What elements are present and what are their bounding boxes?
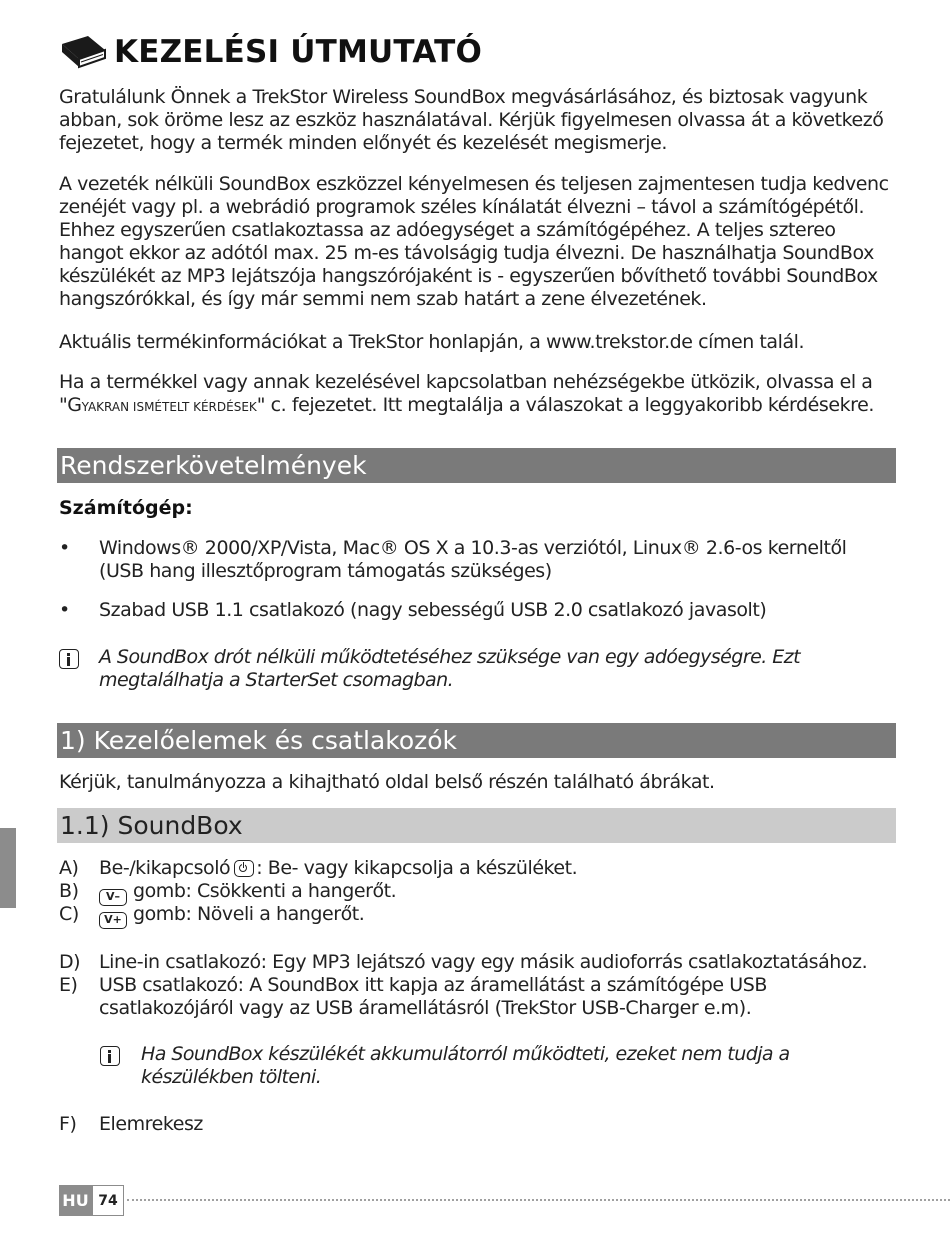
volume-down-icon: V– — [99, 889, 127, 906]
section-heading-requirements: Rendszerkövetelmények — [57, 448, 896, 483]
language-badge: HU — [59, 1185, 92, 1216]
power-icon — [234, 860, 254, 877]
page-footer — [59, 1185, 124, 1216]
faq-paragraph: Ha a termékkel vagy annak kezelésével kapcsolatban nehézségekbe ütközik, olvassa el a "GYAKRAN ISMÉTELT KÉRDÉSEK" c. fejezetet. Itt megtalálja a válaszokat a leggyakoribb kérdésekre. — [59, 371, 874, 416]
intro-paragraph-2: A vezeték nélküli SoundBox eszközzel kényelmesen és teljesen zajmentesen tudja kedvenc zenéjét vagy pl. a webrádió programok széles kínálatát élvezni – távol a számítógépétől. Ehhez egyszerűen csatlakoztassa az adóegységet a számítógépéhez. A teljes sztereo hangot ekkor az adótól max. 25 m-es távolságig tudja élvezni. De használhatja SoundBox készülékét az MP3 lejátszója hangszórójaként is - egyszerűen bővíthető további SoundBox hangszórókkal, és így már semmi nem szab határt a zene élvezetének. — [59, 173, 889, 310]
book-icon — [58, 32, 108, 72]
info-note-transmitter: A SoundBox drót nélküli működtetéséhez szüksége van egy adóegységre. Ezt megtalálhatja a StarterSet csomagban. — [99, 646, 800, 691]
volume-up-icon: V+ — [99, 912, 127, 929]
controls-intro: Kérjük, tanulmányozza a kihajtható oldal belső részén található ábrákat. — [59, 771, 715, 793]
section-heading-controls: 1) Kezelőelemek és csatlakozók — [57, 723, 896, 758]
title-row — [58, 32, 482, 72]
info-icon — [100, 1046, 120, 1066]
info-icon — [59, 649, 79, 669]
page-number: 74 — [92, 1185, 124, 1216]
section-heading-soundbox: 1.1) SoundBox — [57, 808, 896, 843]
side-tab-marker — [0, 828, 16, 908]
computer-subheading: Számítógép: — [59, 497, 193, 519]
page-title: KEZELÉSI ÚTMUTATÓ — [114, 34, 482, 70]
intro-paragraph-1: Gratulálunk Önnek a TrekStor Wireless SoundBox megvásárlásához, és biztosak vagyunk abban, sok öröme lesz az eszköz használatával. Kérjük figyelmesen olvassa át a következő fejezetet, hogy a termék minden előnyét és kezelését megismerje. — [59, 86, 884, 154]
bullet-dot: • — [59, 537, 70, 559]
bullet-dot: • — [59, 599, 70, 621]
footer-dotted-line — [127, 1199, 950, 1201]
intro-paragraph-3: Aktuális termékinformációkat a TrekStor honlapján, a www.trekstor.de címen talál. — [59, 331, 805, 353]
info-note-battery: Ha SoundBox készülékét akkumulátorról működteti, ezeket nem tudja a készülékben tölteni. — [141, 1043, 790, 1088]
